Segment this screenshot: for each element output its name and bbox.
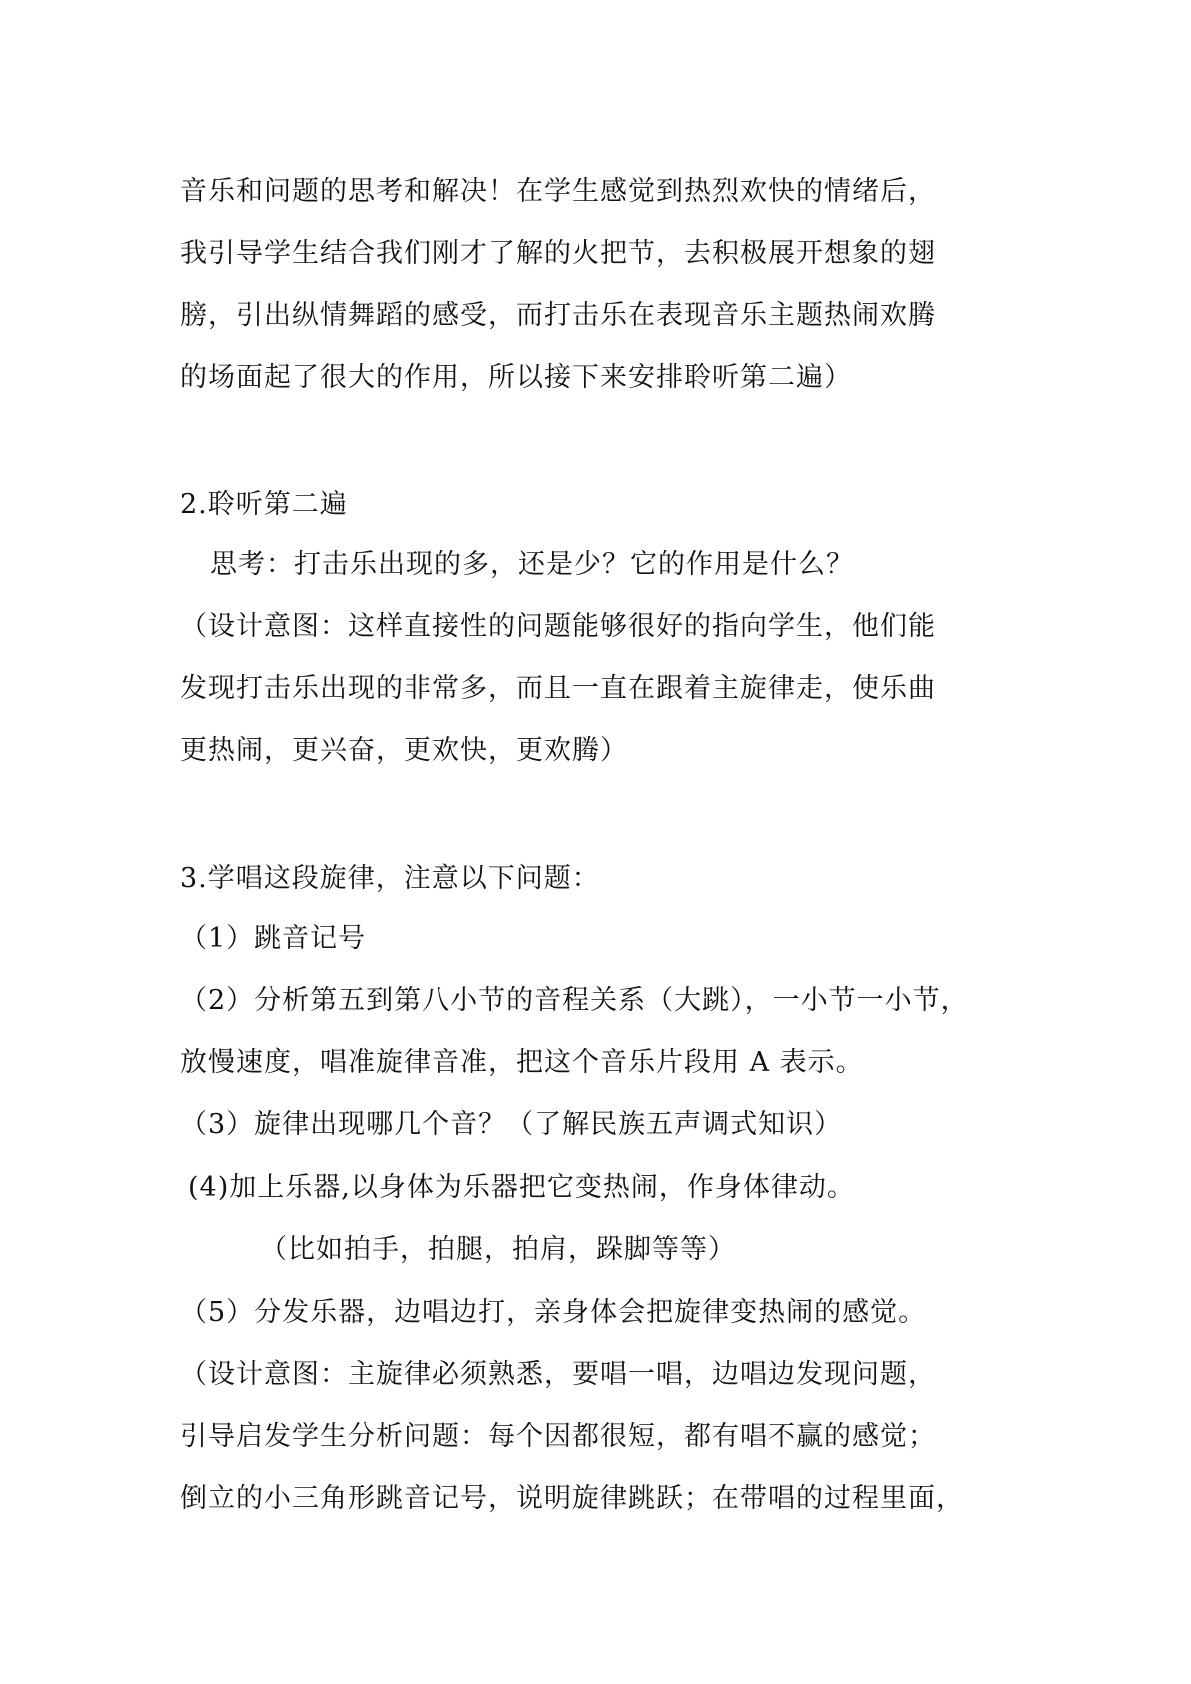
section3-intent-line-1: （设计意图：主旋律必须熟悉，要唱一唱，边唱边发现问题，: [180, 1359, 936, 1390]
section3-item-3: （3）旋律出现哪几个音？（了解民族五声调式知识）: [180, 1109, 843, 1140]
intro-line-3: 膀，引出纵情舞蹈的感受，而打击乐在表现音乐主题热闹欢腾: [180, 300, 936, 331]
section3-item-4: (4)加上乐器,以身体为乐器把它变热闹，作身体律动。: [188, 1172, 855, 1203]
section3-item-5: （5）分发乐器，边唱边打，亲身体会把旋律变热闹的感觉。: [180, 1297, 927, 1328]
intro-line-1: 音乐和问题的思考和解决！在学生感觉到热烈欢快的情绪后，: [180, 176, 936, 207]
section2-intent-line-3: 更热闹，更兴奋，更欢快，更欢腾）: [180, 735, 628, 766]
section3-item-2-continued: 放慢速度，唱准旋律音准，把这个音乐片段用 A 表示。: [180, 1047, 864, 1078]
section2-intent-line-1: （设计意图：这样直接性的问题能够很好的指向学生，他们能: [180, 611, 936, 642]
section3-item-2: （2）分析第五到第八小节的音程关系（大跳），一小节一小节，: [180, 985, 969, 1016]
section3-intent-line-3: 倒立的小三角形跳音记号，说明旋律跳跃；在带唱的过程里面，: [180, 1483, 964, 1514]
section3-heading: 3.学唱这段旋律，注意以下问题：: [180, 863, 600, 894]
section2-question: 思考：打击乐出现的多，还是少？它的作用是什么？: [210, 549, 854, 580]
section3-intent-line-2: 引导启发学生分析问题：每个因都很短，都有唱不赢的感觉；: [180, 1421, 936, 1452]
section2-intent-line-2: 发现打击乐出现的非常多，而且一直在跟着主旋律走，使乐曲: [180, 673, 936, 704]
section2-heading: 2.聆听第二遍: [180, 489, 348, 520]
section3-item-4-example: （比如拍手，拍腿，拍肩，跺脚等等）: [260, 1234, 736, 1265]
intro-line-4: 的场面起了很大的作用，所以接下来安排聆听第二遍）: [180, 362, 852, 393]
section3-item-1: （1）跳音记号: [180, 923, 367, 954]
intro-line-2: 我引导学生结合我们刚才了解的火把节，去积极展开想象的翅: [180, 238, 936, 269]
